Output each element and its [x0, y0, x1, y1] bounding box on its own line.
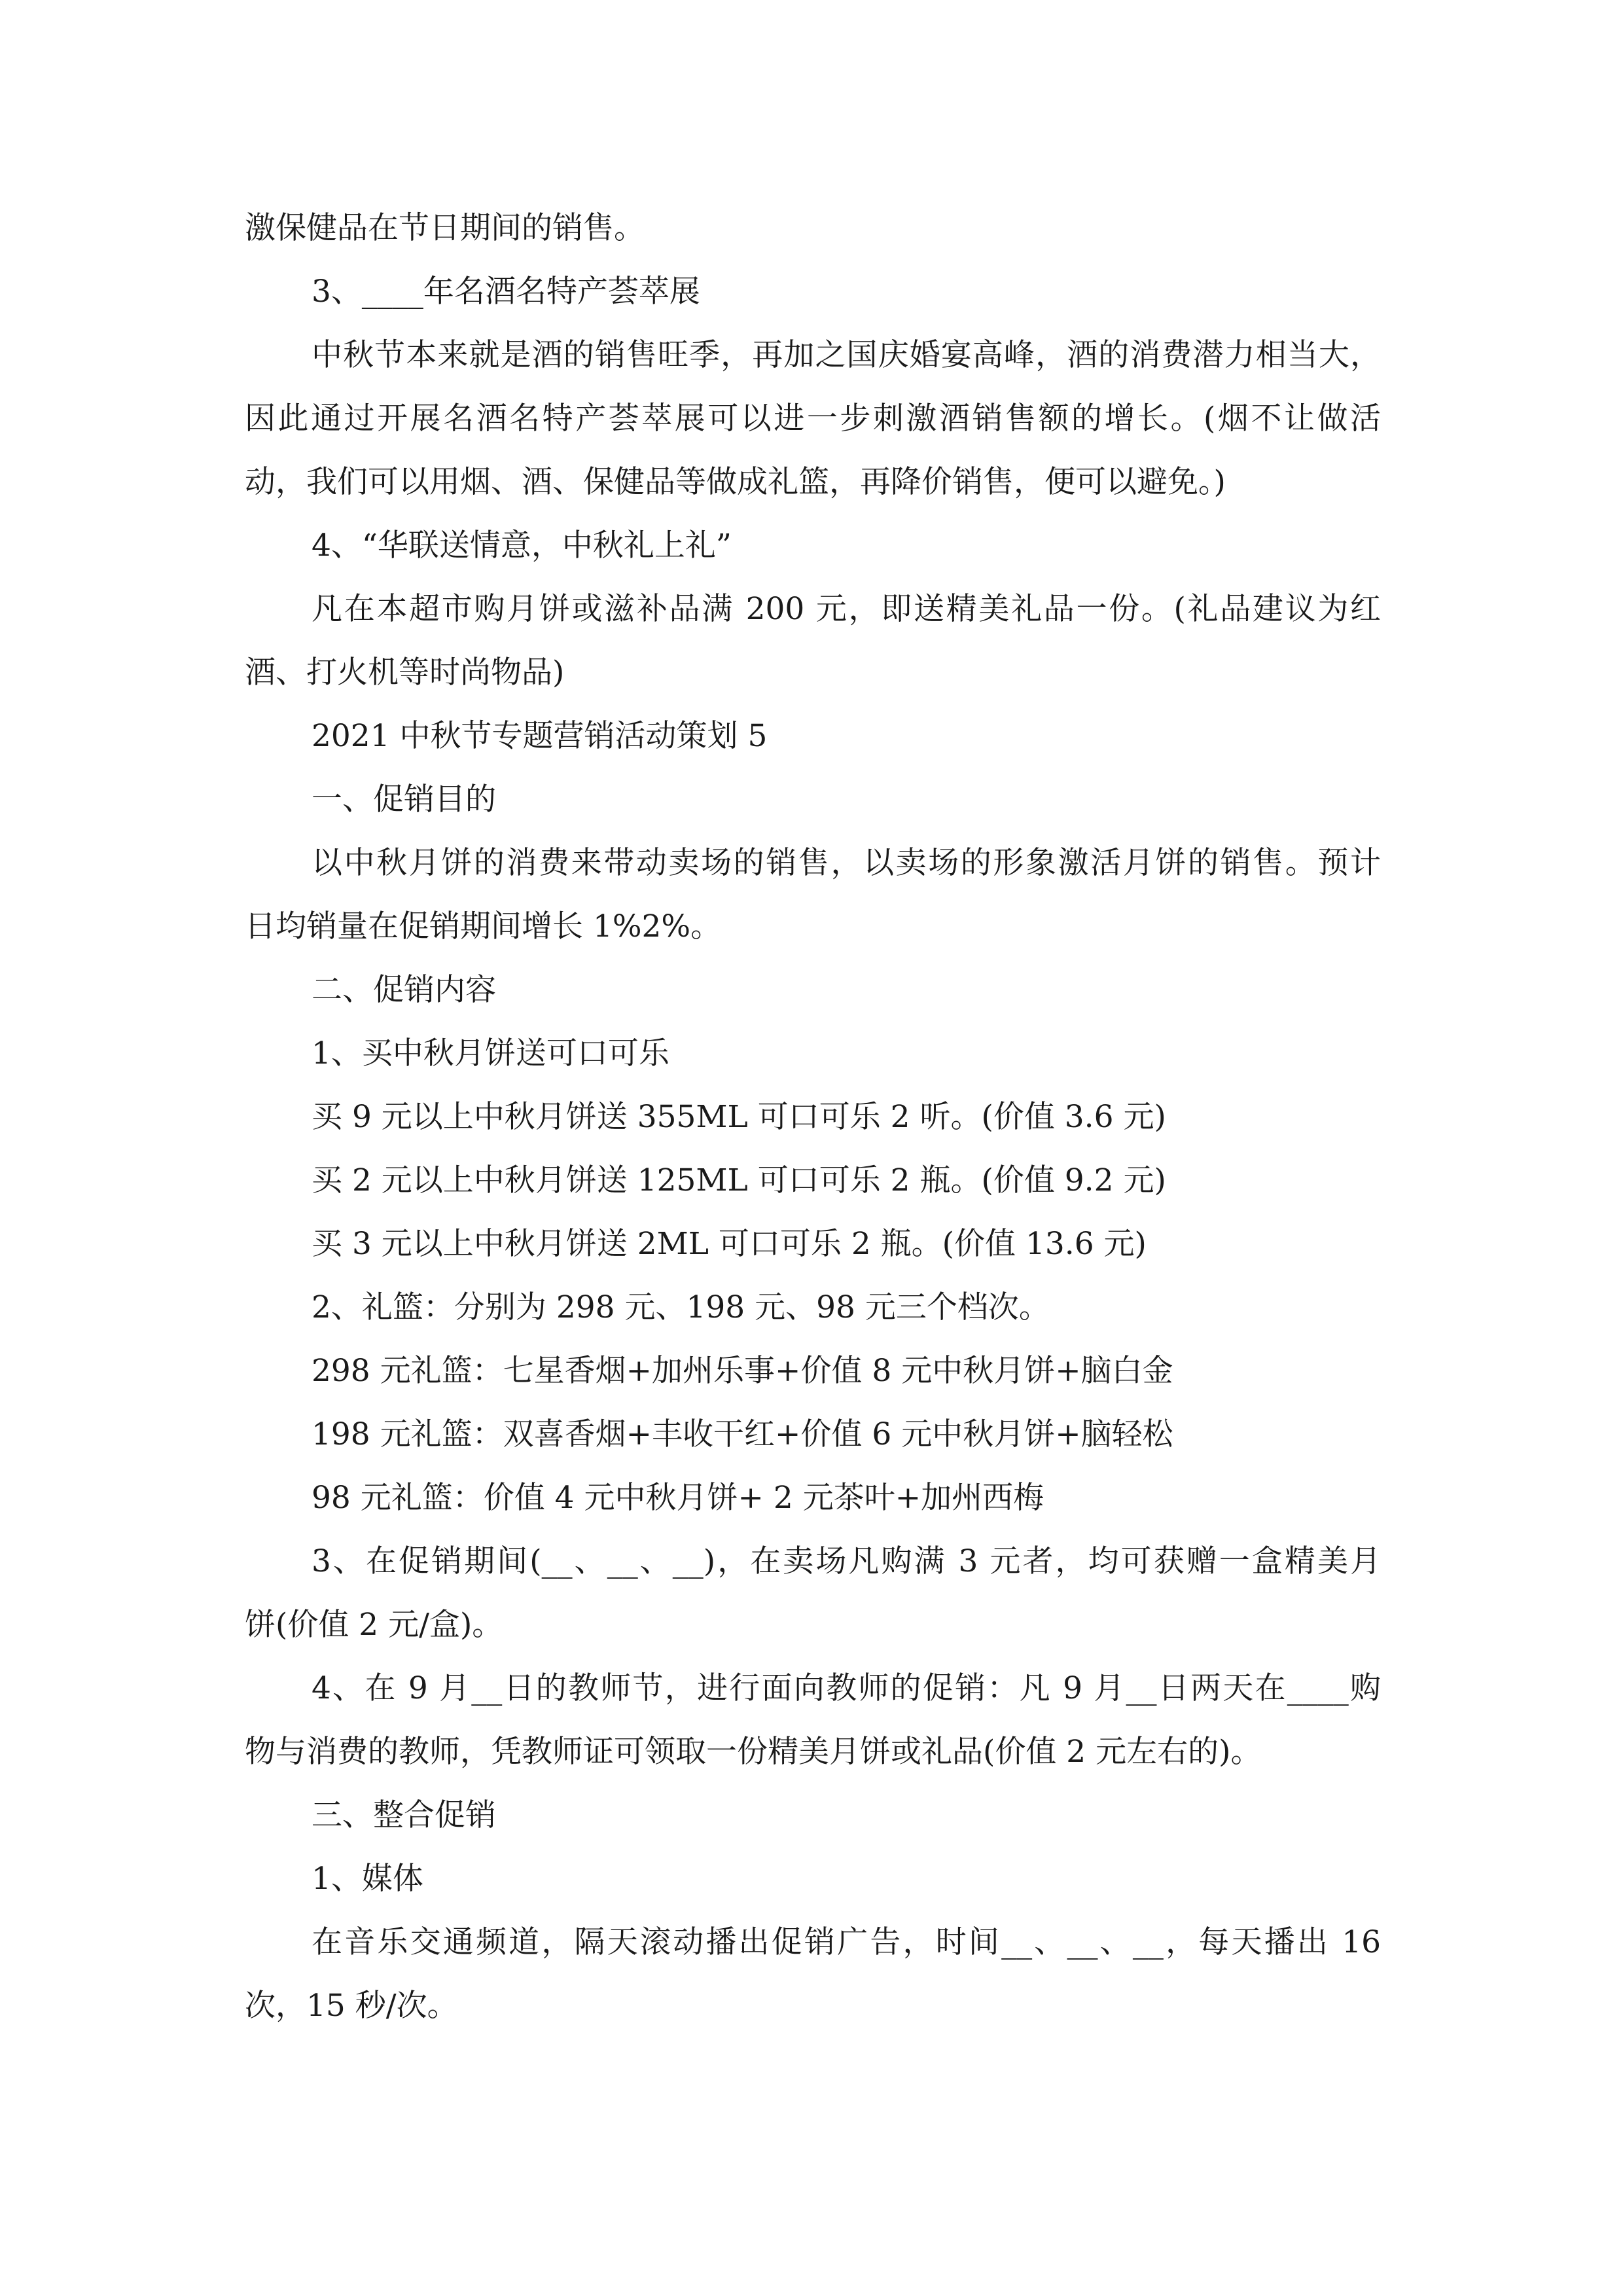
paragraph-line: 激保健品在节日期间的销售。: [245, 210, 645, 246]
list-item: 198 元礼篮：双喜香烟+丰收干红+价值 6 元中秋月饼+脑轻松: [312, 1416, 1173, 1452]
document-body: [245, 196, 1381, 2037]
list-item: 1、媒体: [312, 1861, 423, 1897]
paragraph-line: 物与消费的教师，凭教师证可领取一份精美月饼或礼品(价值 2 元左右的)。: [245, 1734, 1262, 1770]
list-item: 2、礼篮：分别为 298 元、198 元、98 元三个档次。: [312, 1289, 1050, 1325]
list-item: 98 元礼篮：价值 4 元中秋月饼+ 2 元茶叶+加州西梅: [312, 1480, 1044, 1516]
paragraph-line: 3、在促销期间(__、__、__)，在卖场凡购满 3 元者，均可获赠一盒精美月: [312, 1543, 1381, 1579]
section-title: 2021 中秋节专题营销活动策划 5: [312, 718, 768, 754]
paragraph-line: 3、____年名酒名特产荟萃展: [312, 274, 700, 310]
list-item: 买 2 元以上中秋月饼送 125ML 可口可乐 2 瓶。(价值 9.2 元): [312, 1162, 1166, 1198]
section-heading: 一、促销目的: [312, 781, 496, 817]
paragraph-line: 日均销量在促销期间增长 1%2%。: [245, 908, 722, 944]
paragraph-line: 以中秋月饼的消费来带动卖场的销售，以卖场的形象激活月饼的销售。预计: [312, 845, 1381, 881]
paragraph-line: 次，15 秒/次。: [245, 1988, 458, 2024]
paragraph-line: 饼(价值 2 元/盒)。: [245, 1607, 503, 1643]
list-item: 298 元礼篮：七星香烟+加州乐事+价值 8 元中秋月饼+脑白金: [312, 1353, 1173, 1389]
paragraph-line: 因此通过开展名酒名特产荟萃展可以进一步刺激酒销售额的增长。(烟不让做活: [245, 401, 1381, 437]
paragraph-line: 4、“华联送情意，中秋礼上礼”: [312, 528, 732, 564]
list-item: 买 3 元以上中秋月饼送 2ML 可口可乐 2 瓶。(价值 13.6 元): [312, 1226, 1147, 1262]
paragraph-line: 酒、打火机等时尚物品): [245, 655, 565, 691]
list-item: 1、买中秋月饼送可口可乐: [312, 1035, 669, 1071]
list-item: 买 9 元以上中秋月饼送 355ML 可口可乐 2 听。(价值 3.6 元): [312, 1099, 1166, 1135]
paragraph-line: 凡在本超市购月饼或滋补品满 200 元，即送精美礼品一份。(礼品建议为红: [312, 591, 1381, 627]
paragraph-line: 4、在 9 月__日的教师节，进行面向教师的促销：凡 9 月__日两天在____购: [312, 1670, 1381, 1706]
section-heading: 二、促销内容: [312, 972, 496, 1008]
paragraph-line: 在音乐交通频道，隔天滚动播出促销广告，时间__、__、__，每天播出 16: [312, 1924, 1381, 1960]
paragraph-line: 中秋节本来就是酒的销售旺季，再加之国庆婚宴高峰，酒的消费潜力相当大，: [312, 337, 1381, 373]
section-heading: 三、整合促销: [312, 1797, 496, 1833]
paragraph-line: 动，我们可以用烟、酒、保健品等做成礼篮，再降价销售，便可以避免。): [245, 464, 1226, 500]
